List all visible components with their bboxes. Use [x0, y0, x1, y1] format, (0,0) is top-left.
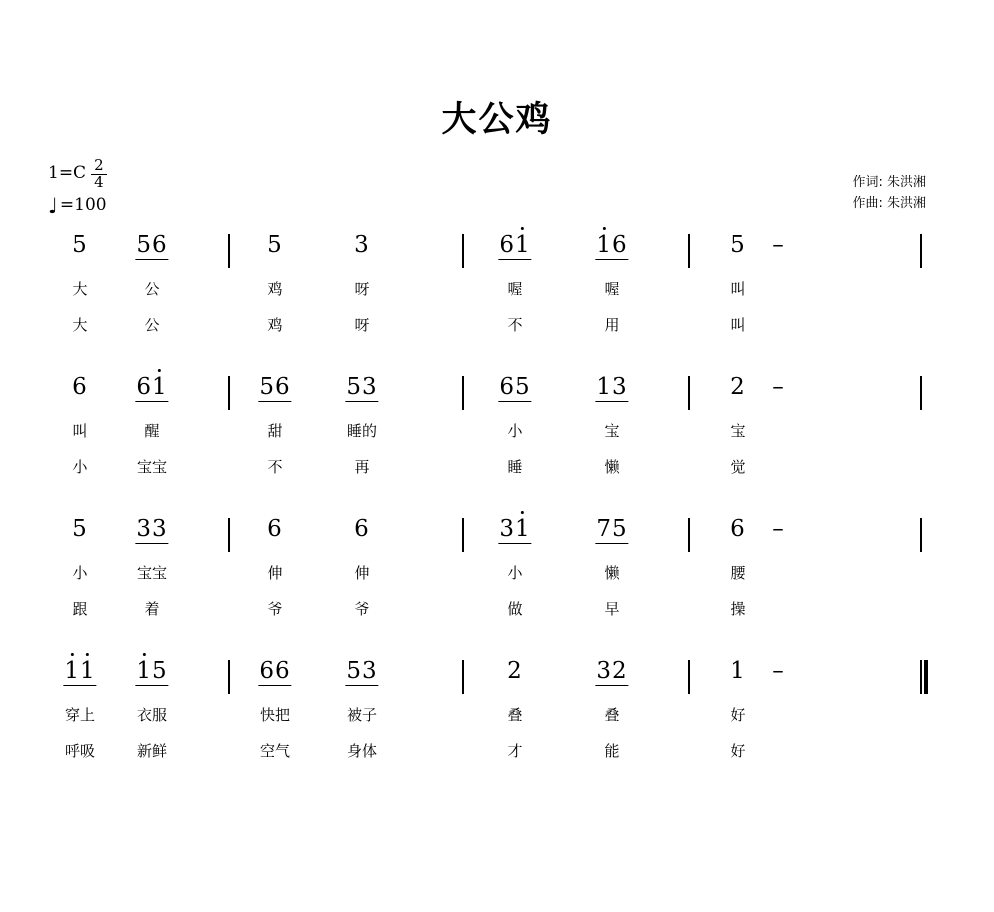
lyric-verse2: 宝宝: [136, 458, 168, 476]
lyric-verse2: 做: [507, 600, 523, 618]
lyric-verse1: 叠: [604, 706, 620, 724]
lyric-verse2: 觉: [730, 458, 746, 476]
credits: [852, 172, 926, 215]
note-cell: [730, 658, 746, 684]
lyric-verse2: 好: [730, 742, 746, 760]
lyric-verse2: 大: [72, 316, 88, 334]
digit: 6: [612, 232, 628, 258]
note-digits: [72, 232, 88, 258]
note-cell: [595, 374, 628, 400]
digit: 3: [499, 516, 515, 542]
note-cell: [595, 516, 628, 542]
note-cell: [498, 374, 531, 400]
lyric-row-verse1: [0, 562, 994, 598]
note-cell: [63, 658, 96, 684]
notes-row: [0, 658, 994, 704]
note-digits: [730, 516, 746, 542]
note-digits: [135, 516, 168, 544]
time-signature-denominator: 4: [94, 172, 104, 191]
barline: [920, 376, 922, 410]
lyric-verse2: 早: [604, 600, 620, 618]
lyric-verse2: 用: [604, 316, 620, 334]
lyric-verse1: 小: [507, 564, 523, 582]
lyric-verse1: 鸡: [267, 280, 283, 298]
note-cell: [507, 658, 523, 684]
quarter-note-icon: ♩: [48, 193, 58, 218]
note-cell: [135, 232, 168, 258]
music-system: [0, 658, 994, 800]
note-digits: [730, 232, 746, 258]
lyric-verse2: 不: [267, 458, 283, 476]
digit: 6: [72, 374, 88, 400]
note-digits: [258, 374, 291, 402]
note-cell: [258, 374, 291, 400]
lyric-verse1: 叠: [507, 706, 523, 724]
digit: 5: [515, 374, 531, 400]
digit: 5: [730, 232, 746, 258]
note-cell: [772, 516, 784, 542]
digit: 3: [362, 374, 378, 400]
key-meter-row: [48, 158, 107, 191]
digit: 2: [507, 658, 523, 684]
digit: 1: [596, 374, 612, 400]
time-signature: [91, 158, 107, 191]
page-title: 大公鸡: [441, 100, 553, 140]
digit: 2: [612, 658, 628, 684]
digit: 6: [499, 374, 515, 400]
time-signature-numerator: 2: [91, 158, 107, 175]
digit: 6: [267, 516, 283, 542]
lyric-verse2: 睡: [507, 458, 523, 476]
note-dash: –: [772, 232, 784, 258]
digit: 6: [152, 232, 168, 258]
lyric-verse1: 公: [144, 280, 160, 298]
lyric-verse1: 被子: [346, 706, 378, 724]
note-cell: [72, 232, 88, 258]
lyric-verse1: 大: [72, 280, 88, 298]
note-digits: [730, 658, 746, 684]
octave-dot-digit: 1: [515, 232, 531, 258]
lyric-verse1: 小: [507, 422, 523, 440]
note-cell: [498, 232, 531, 258]
note-digits: [595, 658, 628, 686]
lyric-verse2: 身体: [346, 742, 378, 760]
lyric-verse1: 喔: [604, 280, 620, 298]
lyric-row-verse1: [0, 420, 994, 456]
lyric-row-verse2: [0, 740, 994, 776]
music-system: [0, 232, 994, 374]
note-cell: [135, 658, 168, 684]
digit: 3: [612, 374, 628, 400]
key-signature-block: [48, 158, 107, 216]
barline: [920, 234, 922, 268]
note-digits: [267, 516, 283, 542]
digit: 1: [730, 658, 746, 684]
note-digits: [595, 516, 628, 544]
lyric-verse2: 爷: [354, 600, 370, 618]
lyric-row-verse1: [0, 704, 994, 740]
lyric-row-verse2: [0, 598, 994, 634]
lyric-verse1: 好: [730, 706, 746, 724]
music-system: [0, 516, 994, 658]
digit: 5: [72, 232, 88, 258]
note-dash: –: [772, 374, 784, 400]
note-digits: [354, 516, 370, 542]
note-digits: [63, 658, 96, 686]
barline: [688, 376, 690, 410]
lyric-verse1: 小: [72, 564, 88, 582]
lyric-row-verse1: [0, 278, 994, 314]
lyric-verse1: 腰: [730, 564, 746, 582]
lyric-verse1: 伸: [354, 564, 370, 582]
lyric-verse2: 着: [144, 600, 160, 618]
lyric-verse1: 宝: [730, 422, 746, 440]
lyric-verse2: 操: [730, 600, 746, 618]
lyric-verse1: 衣服: [136, 706, 168, 724]
note-cell: [772, 232, 784, 258]
tempo-marking: [48, 195, 107, 216]
lyric-verse1: 睡的: [346, 422, 378, 440]
octave-dot-digit: 1: [515, 516, 531, 542]
lyric-verse1: 伸: [267, 564, 283, 582]
note-cell: [72, 516, 88, 542]
lyric-verse2: 爷: [267, 600, 283, 618]
note-digits: [498, 516, 531, 544]
note-cell: [595, 232, 628, 258]
notes-row: [0, 232, 994, 278]
digit: 6: [275, 658, 291, 684]
barline: [920, 518, 922, 552]
note-digits: [135, 374, 168, 402]
note-cell: [354, 232, 370, 258]
barline: [228, 660, 230, 694]
lyric-verse2: 新鲜: [136, 742, 168, 760]
note-digits: [258, 658, 291, 686]
composer-credit: 作曲: 朱洪湘: [852, 196, 926, 212]
digit: 6: [136, 374, 152, 400]
lyric-verse2: 空气: [259, 742, 291, 760]
lyric-verse2: 叫: [730, 316, 746, 334]
barline: [462, 518, 464, 552]
lyric-verse2: 才: [507, 742, 523, 760]
note-cell: [345, 658, 378, 684]
digit: 3: [152, 516, 168, 542]
notes-row: [0, 516, 994, 562]
lyric-verse1: 穿上: [64, 706, 96, 724]
digit: 6: [354, 516, 370, 542]
note-digits: [72, 374, 88, 400]
lyric-verse1: 懒: [604, 564, 620, 582]
note-digits: [135, 232, 168, 260]
music-system: [0, 374, 994, 516]
note-cell: [345, 374, 378, 400]
lyric-verse1: 叫: [72, 422, 88, 440]
lyric-verse2: 不: [507, 316, 523, 334]
note-cell: [135, 374, 168, 400]
lyric-verse1: 呀: [354, 280, 370, 298]
lyric-verse2: 公: [144, 316, 160, 334]
note-cell: [772, 374, 784, 400]
digit: 5: [346, 374, 362, 400]
barline: [228, 234, 230, 268]
tempo-value: =100: [59, 194, 107, 215]
digit: 3: [354, 232, 370, 258]
lyric-verse2: 懒: [604, 458, 620, 476]
digit: 5: [72, 516, 88, 542]
octave-dot-digit: 1: [152, 374, 168, 400]
octave-dot-digit: 1: [136, 658, 152, 684]
note-cell: [772, 658, 784, 684]
octave-dot-digit: 1: [596, 232, 612, 258]
barline: [228, 518, 230, 552]
lyric-verse1: 喔: [507, 280, 523, 298]
digit: 3: [362, 658, 378, 684]
note-cell: [730, 232, 746, 258]
lyric-verse1: 甜: [267, 422, 283, 440]
note-cell: [595, 658, 628, 684]
lyric-verse1: 醒: [144, 422, 160, 440]
digit: 6: [499, 232, 515, 258]
digit: 5: [346, 658, 362, 684]
note-cell: [267, 516, 283, 542]
note-digits: [498, 374, 531, 402]
note-cell: [730, 516, 746, 542]
digit: 5: [259, 374, 275, 400]
lyric-row-verse2: [0, 456, 994, 492]
digit: 3: [596, 658, 612, 684]
barline: [462, 660, 464, 694]
digit: 5: [152, 658, 168, 684]
note-digits: [595, 232, 628, 260]
note-digits: [135, 658, 168, 686]
lyric-verse2: 呀: [354, 316, 370, 334]
digit: 6: [730, 516, 746, 542]
lyric-verse1: 叫: [730, 280, 746, 298]
barline: [462, 376, 464, 410]
note-digits: [345, 658, 378, 686]
note-dash: –: [772, 658, 784, 684]
barline: [228, 376, 230, 410]
digit: 3: [136, 516, 152, 542]
lyric-verse2: 再: [354, 458, 370, 476]
note-digits: [730, 374, 746, 400]
digit: 5: [267, 232, 283, 258]
note-cell: [354, 516, 370, 542]
note-cell: [258, 658, 291, 684]
note-digits: [354, 232, 370, 258]
digit: 5: [136, 232, 152, 258]
lyric-verse2: 呼吸: [64, 742, 96, 760]
lyric-verse1: 宝: [604, 422, 620, 440]
barline: [688, 518, 690, 552]
note-cell: [267, 232, 283, 258]
digit: 2: [730, 374, 746, 400]
lyricist-credit: 作词: 朱洪湘: [852, 175, 926, 190]
note-cell: [135, 516, 168, 542]
note-digits: [267, 232, 283, 258]
lyric-verse2: 小: [72, 458, 88, 476]
lyric-verse2: 跟: [72, 600, 88, 618]
digit: 5: [612, 516, 628, 542]
octave-dot-digit: 1: [80, 658, 96, 684]
note-digits: [72, 516, 88, 542]
barline: [688, 660, 690, 694]
note-digits: [507, 658, 523, 684]
note-cell: [72, 374, 88, 400]
note-digits: [345, 374, 378, 402]
note-digits: [595, 374, 628, 402]
key-label: 1=C: [48, 163, 87, 183]
lyric-verse2: 鸡: [267, 316, 283, 334]
lyric-row-verse2: [0, 314, 994, 350]
note-digits: [498, 232, 531, 260]
lyric-verse1: 宝宝: [136, 564, 168, 582]
notes-row: [0, 374, 994, 420]
note-dash: –: [772, 516, 784, 542]
lyric-verse2: 能: [604, 742, 620, 760]
digit: 6: [259, 658, 275, 684]
digit: 6: [275, 374, 291, 400]
octave-dot-digit: 1: [64, 658, 80, 684]
barline: [688, 234, 690, 268]
note-cell: [730, 374, 746, 400]
barline: [462, 234, 464, 268]
digit: 7: [596, 516, 612, 542]
note-cell: [498, 516, 531, 542]
final-barline: [920, 660, 922, 694]
lyric-verse1: 快把: [259, 706, 291, 724]
